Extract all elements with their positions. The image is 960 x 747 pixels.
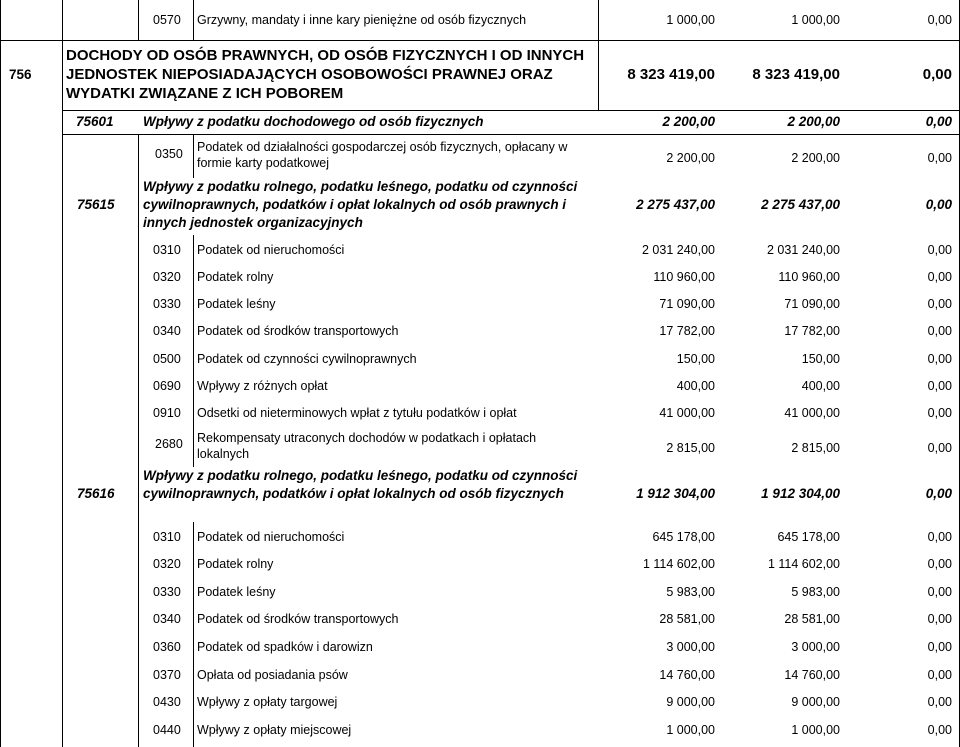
row-value-change: 0,00 [927,13,952,27]
row-label: Podatek od działalności gospodarczej osób fizycznych, opłacany w formie karty podatkowej [197,140,568,170]
row-value-plan: 2 815,00 [666,441,715,455]
row-code: 0310 [153,530,181,544]
row-label: Podatek rolny [197,270,274,284]
row-label: Podatek od nieruchomości [197,243,345,257]
section-value-plan: 8 323 419,00 [627,66,715,83]
chapter-code: 75601 [76,114,114,129]
row-value-after: 1 000,00 [791,13,840,27]
row-value-plan: 645 178,00 [652,530,715,544]
chapter-value-change: 0,00 [925,114,952,129]
chapter-value-after: 2 275 437,00 [761,197,840,212]
row-code: 0440 [153,723,181,737]
chapter-value-after: 2 200,00 [787,114,840,129]
chapter-value-plan: 2 275 437,00 [636,197,715,212]
row-code: 0310 [153,243,181,257]
row-code: 0330 [153,297,181,311]
row-label: Podatek od środków transportowych [197,324,399,338]
row-value-plan: 150,00 [676,352,715,366]
row-value-after: 645 178,00 [777,530,840,544]
row-code: 0340 [153,612,181,626]
row-label: Grzywny, mandaty i inne kary pieniężne od osób fizycznych [197,13,527,27]
row-value-change: 0,00 [927,695,952,709]
row-label: Wpływy z opłaty miejscowej [197,723,352,737]
row-value-change: 0,00 [927,668,952,682]
row-value-plan: 3 000,00 [666,640,715,654]
row-value-plan: 71 090,00 [659,297,715,311]
row-label: Podatek leśny [197,297,276,311]
row-code: 0910 [153,406,181,420]
row-value-after: 14 760,00 [784,668,840,682]
row-value-change: 0,00 [927,297,952,311]
row-value-after: 2 031 240,00 [767,243,840,257]
row-value-change: 0,00 [927,557,952,571]
row-value-after: 41 000,00 [784,406,840,420]
chapter-label: Wpływy z podatku rolnego, podatku leśnego, podatku od czynności cywilnoprawnych, podatków i opłat lokalnych od osób fizycznych [143,468,578,501]
row-value-change: 0,00 [927,151,952,165]
row-value-after: 9 000,00 [791,695,840,709]
row-value-plan: 2 031 240,00 [642,243,715,257]
row-code: 0360 [153,640,181,654]
row-label: Podatek od czynności cywilnoprawnych [197,352,417,366]
chapter-value-after: 1 912 304,00 [761,486,840,501]
row-label: Wpływy z opłaty targowej [197,695,338,709]
chapter-code: 75615 [77,197,115,212]
chapter-value-change: 0,00 [925,197,952,212]
row-value-plan: 1 114 602,00 [642,557,715,571]
row-value-after: 1 114 602,00 [767,557,840,571]
row-code: 0690 [153,379,181,393]
grid-line [62,110,960,111]
row-code: 0320 [153,557,181,571]
row-label: Odsetki od nieterminowych wpłat z tytułu podatków i opłat [197,406,517,420]
row-value-plan: 1 000,00 [666,13,715,27]
row-code: 2680 [155,437,183,451]
row-value-after: 1 000,00 [791,723,840,737]
section-code: 756 [9,67,32,82]
row-label: Podatek rolny [197,557,274,571]
row-value-after: 28 581,00 [784,612,840,626]
section-value-after: 8 323 419,00 [752,66,840,83]
row-code: 0370 [153,668,181,682]
grid-line [193,0,194,40]
chapter-value-change: 0,00 [925,486,952,501]
row-value-plan: 14 760,00 [659,668,715,682]
chapter-label: Wpływy z podatku rolnego, podatku leśnego, podatku od czynności cywilnoprawnych, podatków i opłat lokalnych od osób prawnych i innych jednostek organizacyjnych [143,179,578,230]
row-value-change: 0,00 [927,406,952,420]
row-value-after: 150,00 [801,352,840,366]
chapter-code: 75616 [77,486,115,501]
row-value-change: 0,00 [927,585,952,599]
row-label: Opłata od posiadania psów [197,668,348,682]
grid-line [598,0,599,110]
row-code: 0330 [153,585,181,599]
row-value-after: 110 960,00 [778,270,840,284]
row-value-change: 0,00 [927,723,952,737]
row-value-change: 0,00 [927,441,952,455]
row-value-after: 2 200,00 [791,151,840,165]
row-value-after: 5 983,00 [791,585,840,599]
row-value-after: 3 000,00 [791,640,840,654]
grid-line [138,134,139,747]
row-value-change: 0,00 [927,530,952,544]
row-value-plan: 5 983,00 [666,585,715,599]
grid-line [193,235,194,467]
section-label: DOCHODY OD OSÓB PRAWNYCH, OD OSÓB FIZYCZNYCH I OD INNYCH JEDNOSTEK NIEPOSIADAJĄCYCH OSOBOWOŚCI PRAWNEJ ORAZ WYDATKI ZWIĄZANE Z ICH POBOREM [66,47,585,102]
row-value-plan: 17 782,00 [659,324,715,338]
row-value-change: 0,00 [927,379,952,393]
row-value-change: 0,00 [927,612,952,626]
row-value-after: 400,00 [801,379,840,393]
row-value-plan: 41 000,00 [659,406,715,420]
row-value-after: 17 782,00 [784,324,840,338]
row-label: Rekompensaty utraconych dochodów w podatkach i opłatach lokalnych [197,431,537,461]
row-value-plan: 2 200,00 [666,151,715,165]
grid-line [193,522,194,747]
row-value-change: 0,00 [927,352,952,366]
row-code: 0570 [153,13,181,27]
row-label: Podatek od spadków i darowizn [197,640,373,654]
row-value-after: 71 090,00 [784,297,840,311]
row-code: 0350 [155,147,183,161]
chapter-value-plan: 2 200,00 [662,114,715,129]
row-value-plan: 9 000,00 [666,695,715,709]
row-value-change: 0,00 [927,270,952,284]
row-code: 0340 [153,324,181,338]
row-value-plan: 110 960,00 [653,270,715,284]
grid-line [138,0,139,40]
row-value-change: 0,00 [927,640,952,654]
row-label: Podatek od środków transportowych [197,612,399,626]
grid-line [193,134,194,178]
row-code: 0500 [153,352,181,366]
grid-line [0,40,960,41]
row-value-change: 0,00 [927,324,952,338]
row-label: Podatek leśny [197,585,276,599]
row-value-plan: 400,00 [676,379,715,393]
row-value-change: 0,00 [927,243,952,257]
chapter-label: Wpływy z podatku dochodowego od osób fizycznych [143,114,484,129]
row-code: 0320 [153,270,181,284]
grid-line [62,0,63,747]
row-code: 0430 [153,695,181,709]
grid-line [62,134,960,135]
row-label: Wpływy z różnych opłat [197,379,328,393]
chapter-value-plan: 1 912 304,00 [636,486,715,501]
grid-line [0,0,1,747]
row-label: Podatek od nieruchomości [197,530,345,544]
row-value-plan: 28 581,00 [659,612,715,626]
row-value-after: 2 815,00 [791,441,840,455]
row-value-plan: 1 000,00 [666,723,715,737]
section-value-change: 0,00 [922,66,952,83]
